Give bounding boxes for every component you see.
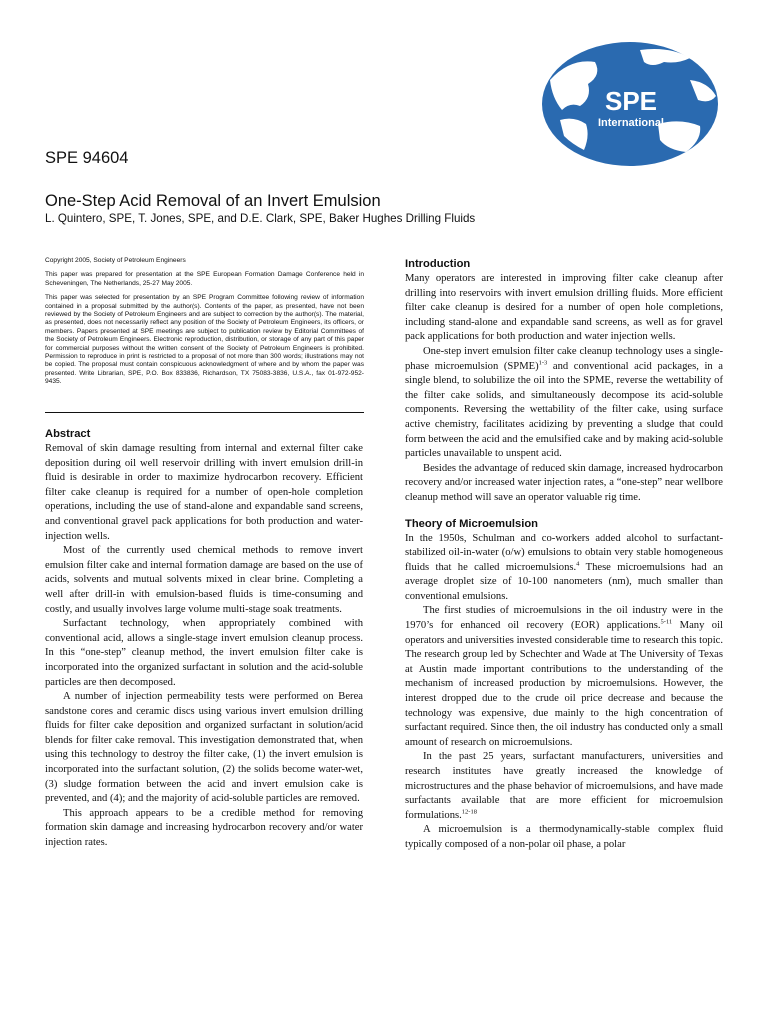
paper-number: SPE 94604	[45, 149, 129, 167]
abstract-paragraph: A number of injection permeability tests were performed on Berea sandstone cores and ceramic discs using various invert emulsion drilling fluids for filter cake deposition and organized surfactant in solution/acid blends for filter cake removal. This investigation demonstrated that, when using this technology to destroy the filter cake, (1) the invert emulsion is incorporated into the surfactant solution, (2) the solids become water-wet, (3) sludge formation between the acid and invert emulsion cake is prevented, and (4); and the majority of acid-soluble particles are removed.	[45, 691, 363, 805]
theory-paragraph: In the past 25 years, surfactant manufacturers, universities and research institutes have greatly increased the knowledge of microstructures and the phase behavior of microemulsions, and have made surfactants available that are more efficient for microemulsion formulations.$^{12-18}$	[405, 751, 723, 821]
abstract-section	[45, 428, 363, 851]
introduction-paragraph: Besides the advantage of reduced skin damage, increased hydrocarbon recovery and/or increased water injection rates, a “one-step” near wellbore cleanup method will save an operator valuable rig time.	[405, 462, 723, 503]
selection-disclaimer: This paper was selected for presentation by an SPE Program Committee following review of information contained in a proposal submitted by the author(s). Contents of the paper, as presented, have not been reviewed by the Society of Petroleum Engineers and are subject to correction by the author(s). The material, as presented, does not necessarily reflect any position of the Society of Petroleum Engineers, its officers, or members. Papers presented at SPE meetings are subject to publication review by Editorial Committees of the Society of Petroleum Engineers. Electronic reproduction, distribution, or storage of any part of this paper for commercial purposes without the written consent of the Society of Petroleum Engineers is prohibited. Permission to reproduce in print is restricted to a proposal of not more than 300 words; illustrations may not be copied. The proposal must contain conspicuous acknowledgment of where and by whom the paper was presented. Write Librarian, SPE, P.O. Box 833836, Richardson, TX 75083-3836, U.S.A., fax 01-972-952-9435.	[45, 294, 364, 386]
introduction-paragraph: Many operators are interested in improving filter cake cleanup after drilling into reservoirs with invert emulsion drilling fluids. More efficient filter cake cleanup is desired for a number of open hole completions, including stand-alone and expandable sand screens, as well as for gravel pack applications for both production and water injection wells.	[405, 273, 723, 343]
spe-international-logo	[540, 40, 722, 168]
citation-superscript: 1-3	[538, 359, 548, 367]
paper-title: One-Step Acid Removal of an Invert Emulsion	[45, 192, 381, 210]
right-column	[405, 258, 723, 853]
citation-superscript: 12-18	[461, 808, 477, 816]
introduction-paragraph: One-step invert emulsion filter cake cleanup technology uses a single-phase microemulsion (SPME)$^{1-3}$ and conventional acid packages, in a single blend, to solubilize the oil into the SPME, reverse the wettability of the filter cake solids, and simultaneously decompose its acid-soluble components. Reversing the wettability of the filter cake, using surface active chemistry, facilitates acidizing by preventing a sludge that could form between the acid and the emulsified cake and by making acid-soluble particles unavailable to unspent acid.	[405, 345, 723, 460]
theory-heading: Theory of Microemulsion	[405, 517, 539, 530]
abstract-heading: Abstract	[45, 428, 91, 440]
abstract-paragraph: Most of the currently used chemical methods to remove invert emulsion filter cake and internal formation damage are based on the use of acids, solvents and mutual solvents mixed in clear brine. Completing a well after drill-in with emulsion-based fluids is time-consuming and costly, and usually involves large volume multi-stage soak treatments.	[45, 545, 363, 615]
introduction-heading: Introduction	[405, 258, 471, 270]
theory-paragraph: A microemulsion is a thermodynamically-stable complex fluid typically composed of a non-polar oil phase, a polar	[405, 824, 723, 850]
presentation-note: This paper was prepared for presentation at the SPE European Formation Damage Conference held in Scheveningen, The Netherlands, 25-27 May 2005.	[45, 271, 364, 287]
globe-icon	[540, 40, 722, 168]
citation-superscript: 5-11	[660, 618, 673, 626]
theory-paragraph: The first studies of microemulsions in the oil industry were in the 1970’s for enhanced oil recovery (EOR) applications.$^{5-11}$ Many oil operators and universities invested considerable time to research this topic. The research group led by Schechter and Wade at The University of Texas at Austin made important contributions to the understanding of the mechanism of increased production by microemulsions. However, the interest dropped due to the crude oil price decrease and because the technology was expensive, due mainly to the high concentration of surfactant required. Since then, the oil industry has conducted only a small amount of research on microemulsions.	[405, 605, 723, 748]
copyright-notice	[45, 257, 364, 393]
svg-text:International: International	[597, 117, 665, 129]
abstract-paragraph: Surfactant technology, when appropriately combined with conventional acid, allows a single-stage invert emulsion cleanup process. In this “one-step” cleanup method, the invert emulsion filter cake is incorporated into the organized surfactant in solution and the acid-soluble particles are then decomposed.	[45, 618, 363, 688]
abstract-paragraph: Removal of skin damage resulting from internal and external filter cake deposition during oil well reservoir drilling with invert emulsion drill-in fluid is desirable in order to maximize hydrocarbon recovery. Efficient filter cake cleanup is required for a number of open-hole completion operations, including the use of stand-alone and expandable sand screens, and conventional gravel pack applications for both production and water-injection wells.	[45, 443, 363, 542]
citation-superscript: 4	[576, 560, 580, 568]
divider	[45, 412, 364, 413]
theory-paragraph: In the 1950s, Schulman and co-workers added alcohol to surfactant-stabilized oil-in-water (o/w) emulsions to obtain very stable homogeneous fluids that he called microemulsions.$^4$ These microemulsions had an average droplet size of 10-100 nanometers (nm), much smaller than conventional emulsions.	[405, 532, 723, 602]
authors-line: L. Quintero, SPE, T. Jones, SPE, and D.E. Clark, SPE, Baker Hughes Drilling Fluids	[45, 212, 476, 225]
copyright-line: Copyright 2005, Society of Petroleum Engineers	[45, 257, 186, 264]
svg-text:SPE: SPE	[604, 86, 658, 116]
abstract-paragraph: This approach appears to be a credible method for removing formation skin damage and increasing hydrocarbon recovery and/or water injection rates.	[45, 807, 363, 849]
